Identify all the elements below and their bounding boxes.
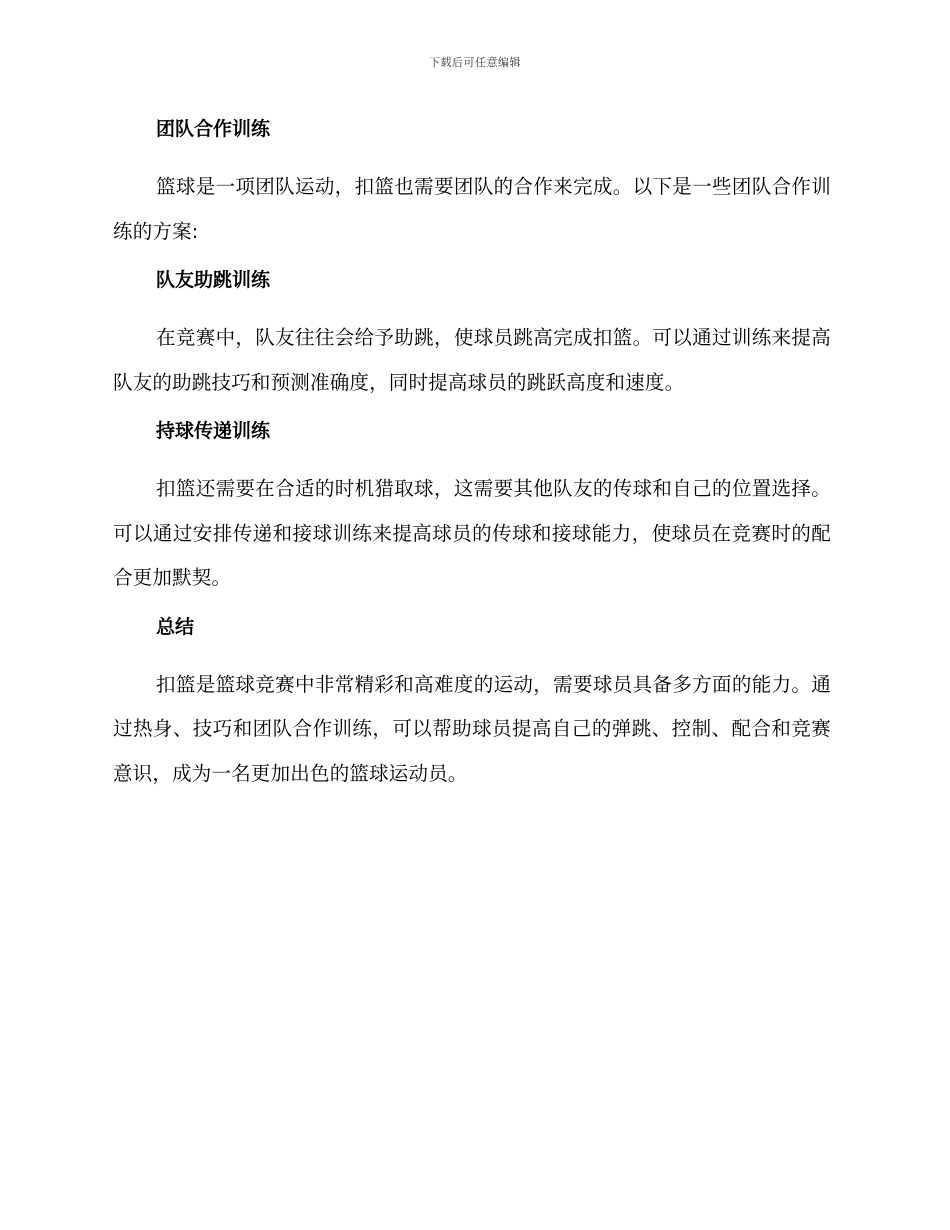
section-paragraph: 扣篮还需要在合适的时机猎取球，这需要其他队友的传球和自己的位置选择。可以通过安排传递和接球训练来提高球员的传球和接球能力，使球员在竞赛时的配合更加默契。: [113, 477, 831, 589]
section-heading: 持球传递训练: [156, 420, 271, 442]
section-paragraph: 篮球是一项团队运动，扣篮也需要团队的合作来完成。以下是一些团队合作训练的方案:: [113, 175, 831, 243]
page-header: 下载后可任意编辑: [429, 56, 521, 69]
section-heading: 队友助跳训练: [156, 269, 271, 291]
section-paragraph: 在竞赛中，队友往往会给予助跳，使球员跳高完成扣篮。可以通过训练来提高队友的助跳技巧和预测准确度，同时提高球员的跳跃高度和速度。: [113, 326, 831, 394]
section-paragraph: 扣篮是篮球竞赛中非常精彩和高难度的运动，需要球员具备多方面的能力。通过热身、技巧和团队合作训练，可以帮助球员提高自己的弹跳、控制、配合和竞赛意识，成为一名更加出色的篮球运动员。: [113, 672, 831, 785]
section-heading: 团队合作训练: [156, 118, 271, 140]
document-body: [113, 111, 831, 804]
section-heading: 总结: [156, 615, 195, 638]
